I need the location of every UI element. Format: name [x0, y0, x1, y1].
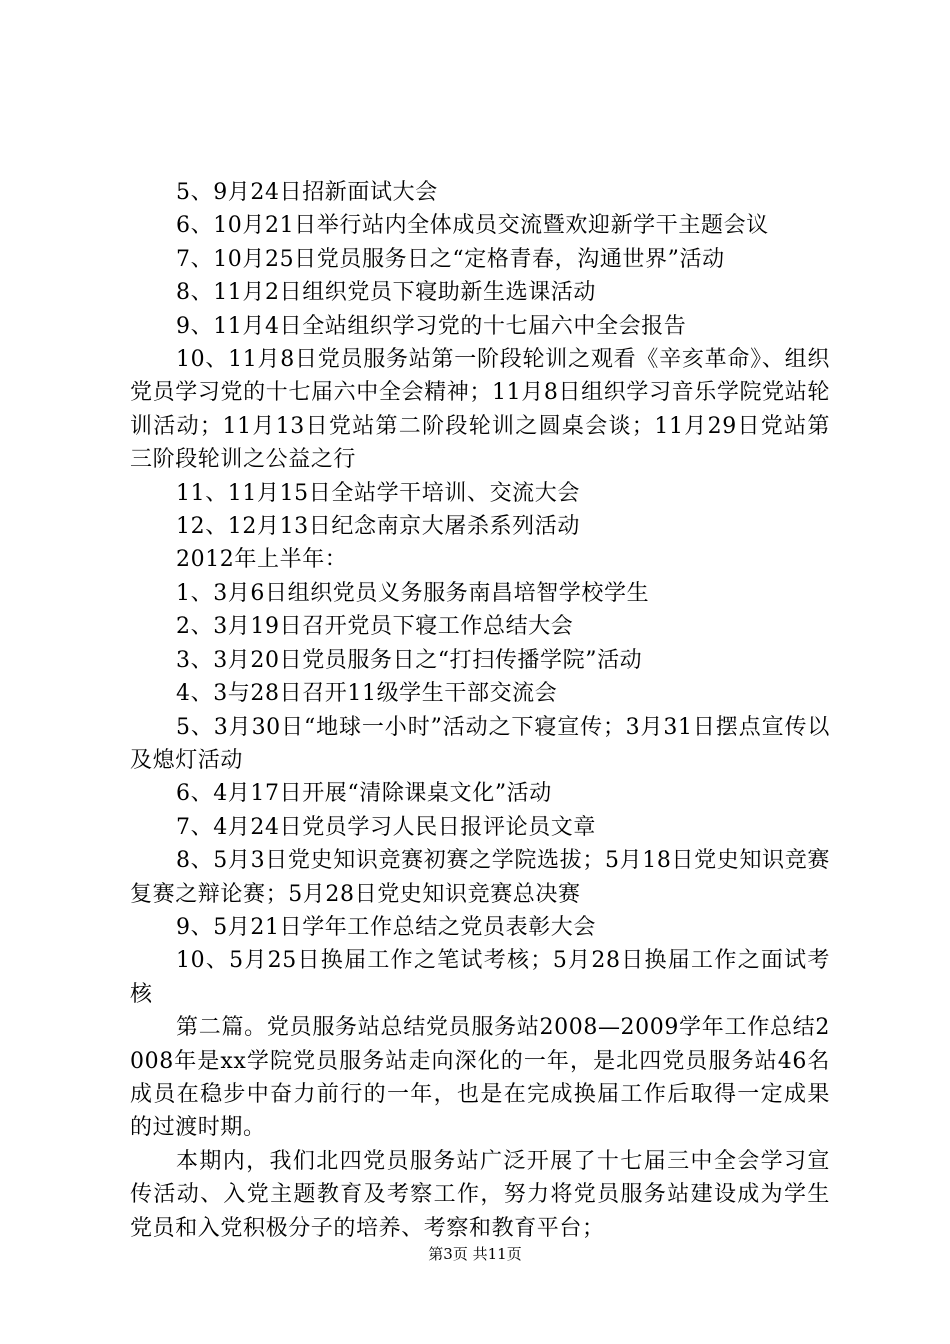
- paragraph: 1、3月6日组织党员义务服务南昌培智学校学生: [176, 580, 650, 606]
- paragraph: 10、11月8日党员服务站第一阶段轮训之观看《辛亥革命》、组织党员学习党的十七届六中全会精神；11月8日组织学习音乐学院党站轮训活动；11月13日党站第二阶段轮训之圆桌会谈；11月29日党站第三阶段轮训之公益之行: [130, 347, 830, 473]
- paragraph: 4、3与28日召开11级学生干部交流会: [176, 681, 558, 707]
- paragraph: 6、10月21日举行站内全体成员交流暨欢迎新学干主题会议: [176, 213, 769, 239]
- paragraph: 12、12月13日纪念南京大屠杀系列活动: [176, 514, 580, 540]
- document-body: [130, 176, 830, 1245]
- paragraph: 2、3月19日召开党员下寝工作总结大会: [176, 614, 574, 640]
- paragraph: 本期内，我们北四党员服务站广泛开展了十七届三中全会学习宣传活动、入党主题教育及考察工作，努力将党员服务站建设成为学生党员和入党积极分子的培养、考察和教育平台；: [130, 1148, 830, 1241]
- paragraph: 9、5月21日学年工作总结之党员表彰大会: [176, 914, 596, 940]
- paragraph: 6、4月17日开展“清除课桌文化”活动: [176, 781, 552, 807]
- section-heading: 2012年上半年：: [176, 547, 348, 573]
- paragraph: 11、11月15日全站学干培训、交流大会: [176, 480, 580, 506]
- paragraph: 7、10月25日党员服务日之“定格青春，沟通世界”活动: [176, 246, 725, 272]
- paragraph: 8、5月3日党史知识竞赛初赛之学院选拔；5月18日党史知识竞赛复赛之辩论赛；5月28日党史知识竞赛总决赛: [130, 848, 830, 907]
- paragraph: 5、9月24日招新面试大会: [176, 180, 438, 205]
- paragraph: 3、3月20日党员服务日之“打扫传播学院”活动: [176, 647, 643, 673]
- paragraph: 10、5月25日换届工作之笔试考核；5月28日换届工作之面试考核: [130, 948, 830, 1007]
- paragraph: 5、3月30日“地球一小时”活动之下寝宣传；3月31日摆点宣传以及熄灯活动: [130, 714, 830, 773]
- paragraph: 7、4月24日党员学习人民日报评论员文章: [176, 814, 596, 840]
- paragraph: 9、11月4日全站组织学习党的十七届六中全会报告: [176, 313, 687, 339]
- page-number-footer: 第3页 共11页: [428, 1245, 522, 1263]
- paragraph: 第二篇。党员服务站总结党员服务站2008—2009学年工作总结2008年是xx学院党员服务站走向深化的一年，是北四党员服务站46名成员在稳步中奋力前行的一年，也是在完成换届工作后取得一定成果的过渡时期。: [130, 1015, 830, 1141]
- paragraph: 8、11月2日组织党员下寝助新生选课活动: [176, 280, 596, 306]
